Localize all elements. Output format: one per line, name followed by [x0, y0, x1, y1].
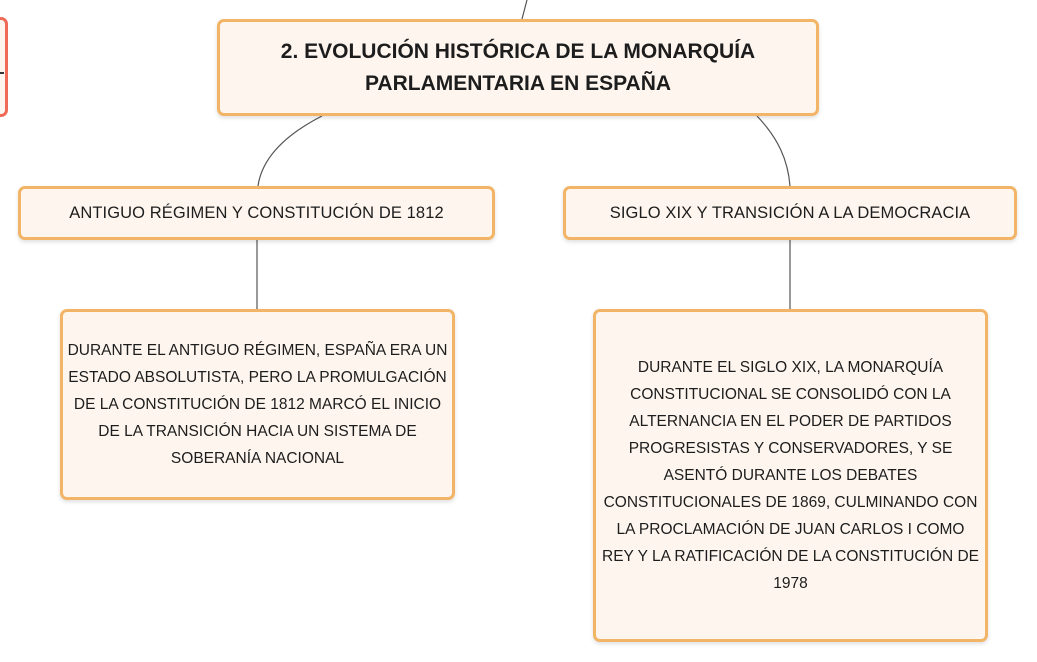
detail-text-antiguo-regimen: DURANTE EL ANTIGUO RÉGIMEN, ESPAÑA ERA UN ESTADO ABSOLUTISTA, PERO LA PROMULGACIÓN DE LA CONSTITUCIÓN DE 1812 MARCÓ EL INICIO DE LA TRANSICIÓN HACIA UN SISTEMA DE SOBERANÍA NACIONAL	[67, 342, 448, 467]
detail-node-siglo-xix[interactable]	[593, 309, 988, 642]
root-topic-node[interactable]	[217, 19, 819, 116]
connector-root-to-right-branch	[757, 116, 790, 186]
branch-label-antiguo-regimen: ANTIGUO RÉGIMEN Y CONSTITUCIÓN DE 1812	[69, 203, 444, 222]
partial-node-marker	[0, 72, 4, 74]
detail-node-antiguo-regimen[interactable]	[60, 309, 455, 500]
branch-node-antiguo-regimen[interactable]	[18, 186, 495, 240]
connector-from-parent	[522, 0, 527, 19]
partial-offscreen-node[interactable]	[0, 17, 8, 117]
root-topic-label: 2. EVOLUCIÓN HISTÓRICA DE LA MONARQUÍA PARLAMENTARIA EN ESPAÑA	[280, 39, 756, 95]
branch-label-siglo-xix: SIGLO XIX Y TRANSICIÓN A LA DEMOCRACIA	[609, 203, 971, 222]
detail-text-siglo-xix: DURANTE EL SIGLO XIX, LA MONARQUÍA CONSTITUCIONAL SE CONSOLIDÓ CON LA ALTERNANCIA EN EL PODER DE PARTIDOS PROGRESISTAS Y CONSERVADORES, Y SE ASENTÓ DURANTE LOS DEBATES CONSTITUCIONALES DE 1869, CULMINANDO CON LA PROCLAMACIÓN DE JUAN CARLOS I COMO REY Y LA RATIFICACIÓN DE LA CONSTITUCIÓN DE 1978	[602, 359, 979, 592]
connector-root-to-left-branch	[258, 116, 322, 186]
branch-node-siglo-xix[interactable]	[563, 186, 1017, 240]
